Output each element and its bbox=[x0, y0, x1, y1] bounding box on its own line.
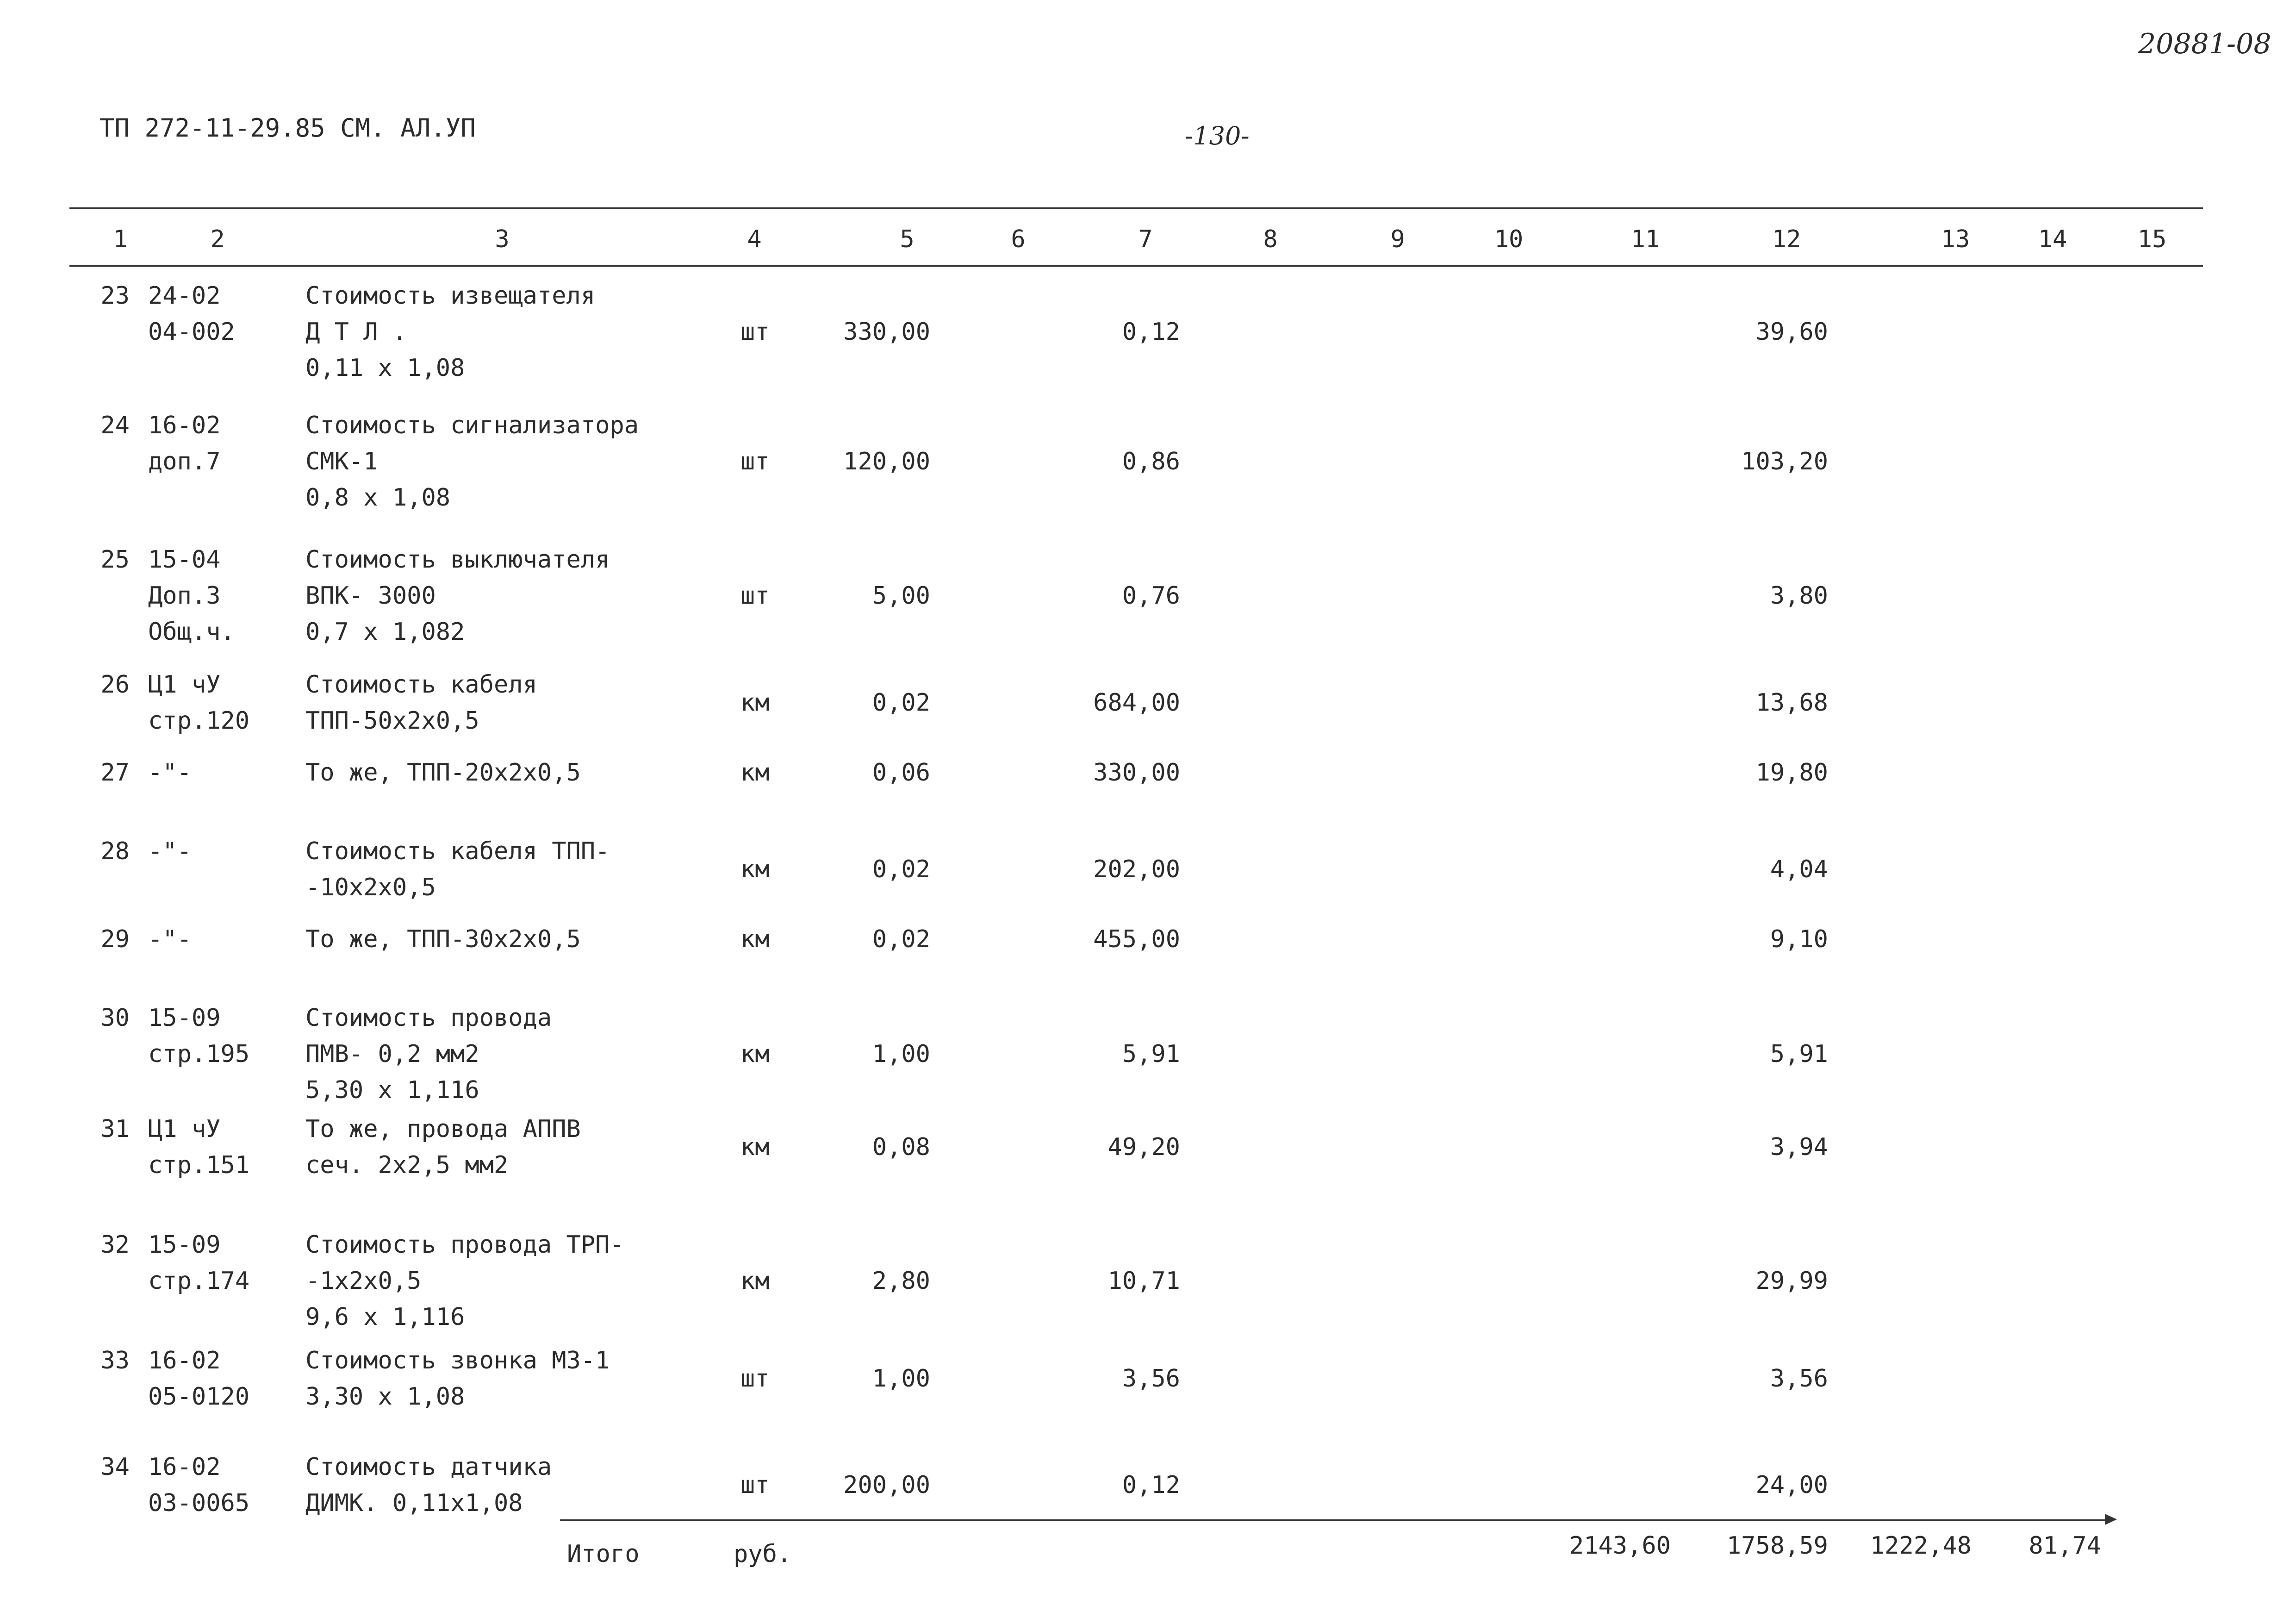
archive-number: 20881-08 bbox=[2138, 28, 2271, 60]
row-unit-price: 0,76 bbox=[1122, 582, 1180, 610]
row-code-line: -"- bbox=[148, 837, 192, 865]
row-total: 103,20 bbox=[1741, 448, 1828, 475]
row-quantity: 0,02 bbox=[872, 856, 930, 883]
row-total: 5,91 bbox=[1770, 1040, 1828, 1068]
totals-rule bbox=[560, 1519, 2110, 1521]
row-description-line: Стоимость кабеля bbox=[305, 671, 537, 699]
row-total: 24,00 bbox=[1755, 1471, 1828, 1499]
row-total: 3,80 bbox=[1770, 582, 1828, 610]
row-code-line: 05-0120 bbox=[148, 1383, 250, 1411]
row-code-line: стр.195 bbox=[148, 1040, 250, 1068]
column-header: 1 bbox=[113, 225, 128, 253]
totals-unit: руб. bbox=[734, 1540, 792, 1568]
row-code-line: 15-04 bbox=[148, 546, 221, 574]
document-code: ТП 272-11-29.85 СМ. АЛ.УП bbox=[100, 113, 476, 143]
row-quantity: 0,06 bbox=[872, 759, 930, 787]
row-description-line: То же, провода АППВ bbox=[305, 1115, 581, 1143]
row-number: 25 bbox=[100, 546, 130, 574]
totals-col12: 1758,59 bbox=[1726, 1532, 1828, 1560]
row-description-line: То же, ТПП-30х2х0,5 bbox=[305, 925, 581, 953]
column-header: 10 bbox=[1494, 225, 1524, 253]
row-description-line: -10х2х0,5 bbox=[305, 874, 436, 901]
row-unit: км bbox=[740, 856, 770, 883]
row-code-line: стр.174 bbox=[148, 1267, 250, 1295]
row-quantity: 120,00 bbox=[843, 448, 930, 475]
row-unit: км bbox=[740, 1267, 770, 1295]
column-header: 7 bbox=[1138, 225, 1153, 253]
row-number: 27 bbox=[100, 759, 130, 787]
row-unit: км bbox=[740, 689, 770, 717]
column-header: 6 bbox=[1011, 225, 1026, 253]
row-description-line: 0,8 х 1,08 bbox=[305, 484, 451, 512]
row-number: 30 bbox=[100, 1004, 130, 1032]
totals-col14: 81,74 bbox=[2028, 1532, 2101, 1560]
row-code-line: доп.7 bbox=[148, 448, 221, 475]
row-unit-price: 330,00 bbox=[1093, 759, 1180, 787]
row-description-line: сеч. 2х2,5 мм2 bbox=[305, 1151, 509, 1179]
column-header: 11 bbox=[1630, 225, 1660, 253]
column-header: 13 bbox=[1941, 225, 1970, 253]
row-code-line: -"- bbox=[148, 759, 192, 787]
row-quantity: 0,02 bbox=[872, 925, 930, 953]
row-unit: шт bbox=[740, 1365, 770, 1393]
row-number: 26 bbox=[100, 671, 130, 699]
row-description-line: 0,11 х 1,08 bbox=[305, 354, 465, 382]
row-description-line: ДИМК. 0,11х1,08 bbox=[305, 1489, 523, 1517]
row-total: 3,56 bbox=[1770, 1365, 1828, 1393]
row-description-line: Стоимость звонка МЗ-1 bbox=[305, 1347, 610, 1374]
column-header: 9 bbox=[1390, 225, 1405, 253]
row-code-line: 04-002 bbox=[148, 318, 235, 346]
row-quantity: 0,02 bbox=[872, 689, 930, 717]
row-description-line: ТПП-50х2х0,5 bbox=[305, 707, 479, 735]
row-number: 23 bbox=[100, 282, 130, 310]
row-code-line: Ц1 чУ bbox=[148, 1115, 221, 1143]
row-description-line: СМК-1 bbox=[305, 448, 378, 475]
row-unit-price: 0,86 bbox=[1122, 448, 1180, 475]
row-code-line: 16-02 bbox=[148, 1453, 221, 1481]
row-total: 4,04 bbox=[1770, 856, 1828, 883]
row-unit-price: 0,12 bbox=[1122, 1471, 1180, 1499]
row-code-line: стр.120 bbox=[148, 707, 250, 735]
row-code-line: 15-09 bbox=[148, 1231, 221, 1259]
column-header: 14 bbox=[2038, 225, 2067, 253]
row-unit: шт bbox=[740, 448, 770, 475]
row-code-line: 16-02 bbox=[148, 1347, 221, 1374]
column-header: 2 bbox=[210, 225, 225, 253]
row-description-line: ВПК- 3000 bbox=[305, 582, 436, 610]
row-total: 3,94 bbox=[1770, 1133, 1828, 1161]
column-header: 8 bbox=[1263, 225, 1278, 253]
column-header: 3 bbox=[495, 225, 510, 253]
column-header: 5 bbox=[900, 225, 915, 253]
row-total: 13,68 bbox=[1755, 689, 1828, 717]
row-code-line: Общ.ч. bbox=[148, 618, 235, 646]
row-description-line: Д Т Л . bbox=[305, 318, 407, 346]
row-quantity: 1,00 bbox=[872, 1040, 930, 1068]
row-unit: км bbox=[740, 1040, 770, 1068]
totals-label: Итого bbox=[567, 1540, 640, 1568]
row-description-line: 3,30 х 1,08 bbox=[305, 1383, 465, 1411]
row-description-line: Стоимость провода bbox=[305, 1004, 552, 1032]
row-unit-price: 5,91 bbox=[1122, 1040, 1180, 1068]
row-unit-price: 10,71 bbox=[1108, 1267, 1180, 1295]
row-code-line: 15-09 bbox=[148, 1004, 221, 1032]
row-description-line: -1х2х0,5 bbox=[305, 1267, 422, 1295]
row-number: 24 bbox=[100, 412, 130, 439]
row-number: 29 bbox=[100, 925, 130, 953]
column-header: 15 bbox=[2137, 225, 2167, 253]
row-description-line: Стоимость извещателя bbox=[305, 282, 596, 310]
row-description-line: 9,6 х 1,116 bbox=[305, 1303, 465, 1331]
row-code-line: стр.151 bbox=[148, 1151, 250, 1179]
row-unit: км bbox=[740, 1133, 770, 1161]
header-bottom-rule bbox=[69, 265, 2203, 267]
row-unit-price: 49,20 bbox=[1108, 1133, 1180, 1161]
row-description-line: Стоимость провода ТРП- bbox=[305, 1231, 624, 1259]
row-unit-price: 455,00 bbox=[1093, 925, 1180, 953]
row-code-line: -"- bbox=[148, 925, 192, 953]
row-unit: шт bbox=[740, 1471, 770, 1499]
row-description-line: Стоимость выключателя bbox=[305, 546, 610, 574]
row-description-line: Стоимость кабеля ТПП- bbox=[305, 837, 610, 865]
row-code-line: Доп.3 bbox=[148, 582, 221, 610]
row-quantity: 200,00 bbox=[843, 1471, 930, 1499]
row-unit-price: 684,00 bbox=[1093, 689, 1180, 717]
row-code-line: 24-02 bbox=[148, 282, 221, 310]
column-header: 4 bbox=[747, 225, 762, 253]
row-total: 19,80 bbox=[1755, 759, 1828, 787]
row-unit: км bbox=[740, 925, 770, 953]
row-number: 28 bbox=[100, 837, 130, 865]
row-unit-price: 3,56 bbox=[1122, 1365, 1180, 1393]
row-number: 34 bbox=[100, 1453, 130, 1481]
row-total: 9,10 bbox=[1770, 925, 1828, 953]
row-unit-price: 202,00 bbox=[1093, 856, 1180, 883]
row-quantity: 2,80 bbox=[872, 1267, 930, 1295]
row-description-line: То же, ТПП-20х2х0,5 bbox=[305, 759, 581, 787]
totals-rule-arrow bbox=[2105, 1514, 2117, 1525]
page-number: -130- bbox=[1185, 121, 1250, 150]
row-unit: шт bbox=[740, 582, 770, 610]
totals-col11: 2143,60 bbox=[1569, 1532, 1671, 1560]
row-description-line: 5,30 х 1,116 bbox=[305, 1076, 479, 1104]
row-total: 39,60 bbox=[1755, 318, 1828, 346]
row-code-line: Ц1 чУ bbox=[148, 671, 221, 699]
table-top-rule bbox=[69, 207, 2203, 209]
column-header: 12 bbox=[1772, 225, 1801, 253]
row-description-line: 0,7 х 1,082 bbox=[305, 618, 465, 646]
row-number: 33 bbox=[100, 1347, 130, 1374]
row-unit-price: 0,12 bbox=[1122, 318, 1180, 346]
row-quantity: 1,00 bbox=[872, 1365, 930, 1393]
row-description-line: ПМВ- 0,2 мм2 bbox=[305, 1040, 479, 1068]
row-number: 32 bbox=[100, 1231, 130, 1259]
row-quantity: 330,00 bbox=[843, 318, 930, 346]
row-code-line: 16-02 bbox=[148, 412, 221, 439]
row-description-line: Стоимость датчика bbox=[305, 1453, 552, 1481]
row-description-line: Стоимость сигнализатора bbox=[305, 412, 639, 439]
totals-col13: 1222,48 bbox=[1870, 1532, 1972, 1560]
row-code-line: 03-0065 bbox=[148, 1489, 250, 1517]
row-unit: шт bbox=[740, 318, 770, 346]
row-quantity: 0,08 bbox=[872, 1133, 930, 1161]
row-quantity: 5,00 bbox=[872, 582, 930, 610]
row-number: 31 bbox=[100, 1115, 130, 1143]
row-unit: км bbox=[740, 759, 770, 787]
row-total: 29,99 bbox=[1755, 1267, 1828, 1295]
